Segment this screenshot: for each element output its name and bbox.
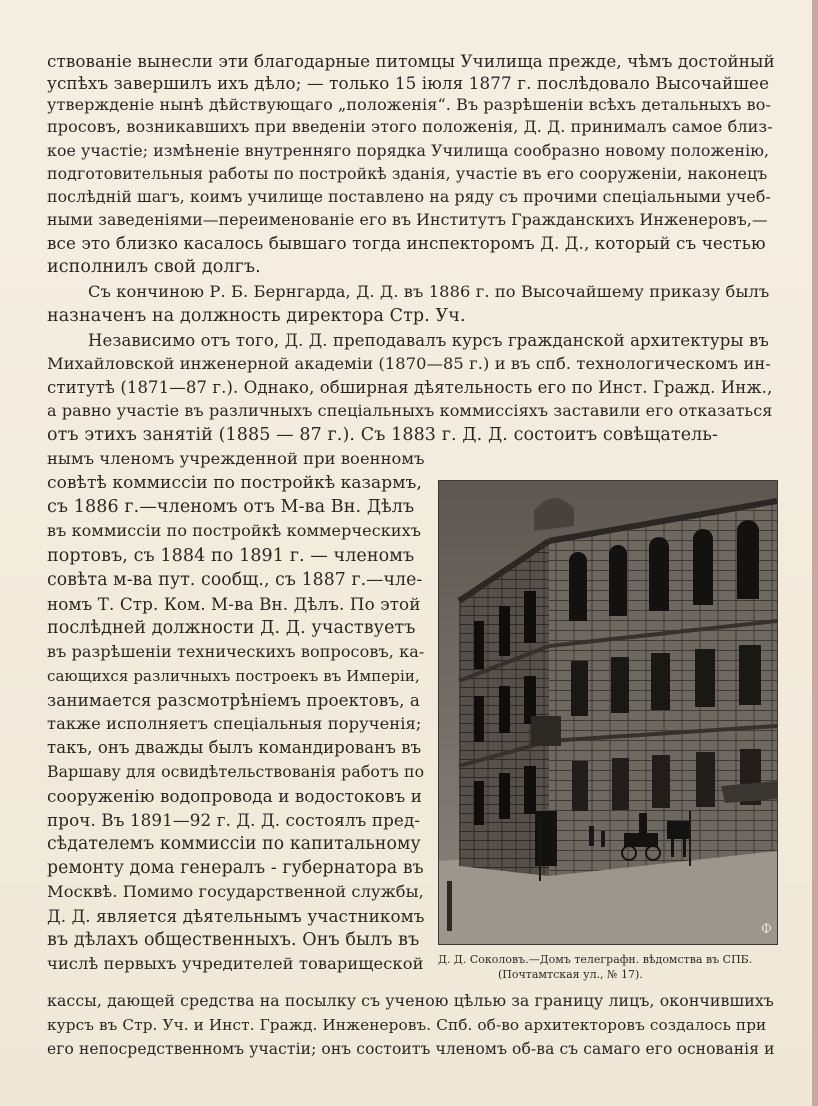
text-line: въ коммиссіи по постройкѣ коммерческихъ	[47, 521, 422, 540]
text-line: просовъ, возникавшихъ при введеніи этого положенія, Д. Д. принималъ самое близ-	[47, 117, 773, 136]
text-line: все это близко касалось бывшаго тогда инспекторомъ Д. Д., который съ честью	[47, 233, 766, 253]
text-line: ными заведеніями—переименованіе его въ Институтъ Гражданскихъ Инженеровъ,—	[47, 210, 768, 229]
text-line: сооруженію водопровода и водостоковъ и	[47, 786, 422, 806]
text-line: послѣдній шагъ, коимъ училище поставлено на ряду съ прочими спеціальными учеб-	[47, 187, 771, 206]
engraver-monogram: Ф	[761, 922, 772, 937]
text-line: сѣдателемъ коммиссіи по капитальному	[47, 834, 421, 854]
text-line: совѣтѣ коммиссіи по постройкѣ казармъ,	[47, 473, 422, 493]
text-line: нымъ членомъ учрежденной при военномъ	[47, 449, 425, 468]
text-line: утвержденіе нынѣ дѣйствующаго „положенія“. Въ разрѣшеніи всѣхъ детальныхъ во-	[47, 95, 772, 114]
text-line: ствованіе вынесли эти благодарные питомцы Училища прежде, чѣмъ достойный	[47, 51, 775, 71]
text-line: его непосредственномъ участіи; онъ состоитъ членомъ об-ва съ самаго его основанія и	[47, 1040, 775, 1058]
text-line: ремонту дома генералъ - губернатора въ	[47, 858, 424, 878]
text-line: назначенъ на должность директора Стр. Уч.	[47, 306, 466, 326]
photo-caption: Д. Д. Соколовъ.—Домъ телеграфн. вѣдомства въ СПБ.	[438, 953, 753, 966]
text-line: исполнилъ свой долгъ.	[47, 257, 261, 277]
text-line: проч. Въ 1891—92 г. Д. Д. состоялъ пред-	[47, 810, 421, 830]
text-line: сающихся различныхъ построекъ въ Имперіи,	[47, 667, 420, 685]
photo-caption-address: (Почтамтская ул., № 17).	[498, 968, 643, 981]
text-line: номъ Т. Стр. Ком. М-ва Вн. Дѣлъ. По этой	[47, 594, 421, 614]
building-illustration	[439, 481, 777, 944]
text-line: въ разрѣшеніи техническихъ вопросовъ, ка-	[47, 642, 425, 661]
text-line: такъ, онъ дважды былъ командированъ въ	[47, 738, 422, 757]
text-line: успѣхъ завершилъ ихъ дѣло; — только 15 іюля 1877 г. послѣдовало Высочайшее	[47, 73, 770, 93]
text-line: послѣдней должности Д. Д. участвуетъ	[47, 618, 416, 638]
text-line: числѣ первыхъ учредителей товарищеской	[47, 954, 424, 973]
text-line: Д. Д. является дѣятельнымъ участникомъ	[47, 906, 425, 926]
text-line: съ 1886 г.—членомъ отъ М-ва Вн. Дѣлъ	[47, 497, 415, 517]
text-line: Варшаву для освидѣтельствованія работъ по	[47, 762, 425, 781]
text-line: отъ этихъ занятій (1885 — 87 г.). Съ 1883 г. Д. Д. состоитъ совѣщатель-	[47, 425, 719, 445]
text-line: а равно участіе въ различныхъ спеціальныхъ коммиссіяхъ заставили его отказаться	[47, 401, 773, 420]
text-line: Михайловской инженерной академіи (1870—85 г.) и въ спб. технологическомъ ин-	[47, 354, 771, 373]
text-line: подготовительныя работы по постройкѣ зданія, участіе въ его сооруженіи, наконецъ	[47, 164, 768, 183]
text-line: Москвѣ. Помимо государственной службы,	[47, 882, 424, 901]
text-line: Съ кончиною Р. Б. Бернгарда, Д. Д. въ 1886 г. по Высочайшему приказу былъ	[88, 282, 770, 301]
text-line: въ дѣлахъ общественныхъ. Онъ былъ въ	[47, 930, 420, 950]
text-line: занимается разсмотрѣніемъ проектовъ, а	[47, 690, 421, 710]
text-line: также исполняетъ спеціальныя порученія;	[47, 714, 422, 733]
text-line: кое участіе; измѣненіе внутренняго порядка Училища сообразно новому положенію,	[47, 141, 770, 160]
text-line: совѣта м-ва пут. сообщ., съ 1887 г.—чле-	[47, 570, 423, 590]
text-line: ститутѣ (1871—87 г.). Однако, обширная дѣятельность его по Инст. Гражд. Инж.,	[47, 378, 773, 397]
text-line: кассы, дающей средства на посылку съ ученою цѣлью за границу лицъ, окончившихъ	[47, 991, 774, 1010]
text-line: курсъ въ Стр. Уч. и Инст. Гражд. Инженеровъ. Спб. об-во архитекторовъ создалось при	[47, 1016, 767, 1034]
building-photograph	[438, 480, 778, 945]
text-line: Независимо отъ того, Д. Д. преподавалъ курсъ гражданской архитектуры въ	[88, 331, 769, 350]
text-line: портовъ, съ 1884 по 1891 г. — членомъ	[47, 546, 415, 566]
